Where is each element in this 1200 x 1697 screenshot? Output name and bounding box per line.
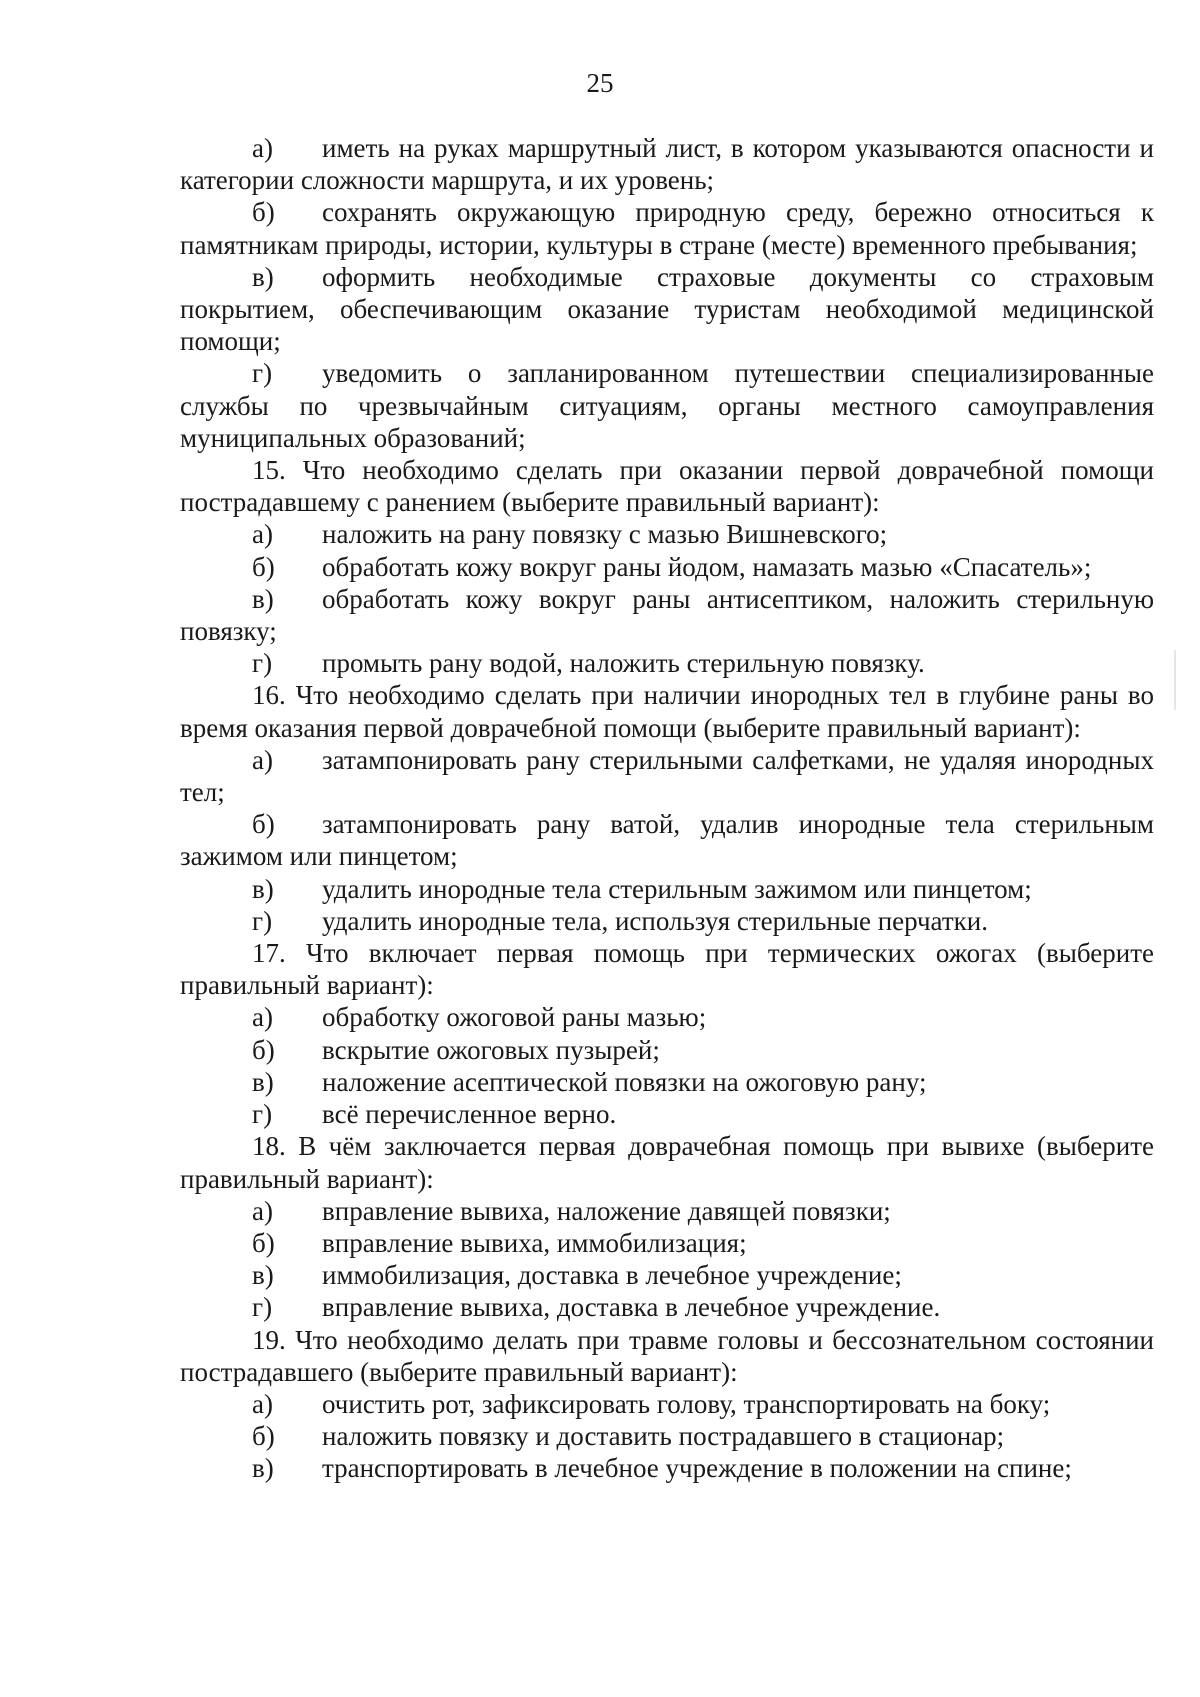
document-body [180, 132, 1154, 1485]
option-marker: в) [252, 261, 274, 292]
question-text: 15. Что необходимо сделать при оказании первой доврачебной помощи пострадавшему с ранением (выберите правильный вариант): [180, 455, 1154, 518]
answer-option [180, 873, 1154, 905]
answer-option [180, 744, 1154, 808]
answer-option [180, 1195, 1154, 1227]
option-text: обработать кожу вокруг раны антисептиком, наложить стерильную повязку; [180, 583, 1154, 647]
option-text: вправление вывиха, наложение давящей повязки; [322, 1195, 891, 1226]
option-marker: б) [252, 197, 275, 228]
answer-option [180, 1420, 1154, 1452]
option-marker: в) [252, 873, 274, 904]
answer-option [180, 357, 1154, 454]
answer-option [180, 261, 1154, 358]
option-text: удалить инородные тела, используя стерильные перчатки. [322, 905, 988, 936]
answer-option [180, 196, 1154, 260]
answer-option [180, 132, 1154, 196]
option-marker: г) [252, 1292, 273, 1323]
answer-option [180, 647, 1154, 679]
option-text: оформить необходимые страховые документы со страховым покрытием, обеспечивающим оказание туристам необходимой медицинской помощи; [180, 261, 1154, 357]
scan-edge-mark [1174, 650, 1176, 710]
option-marker: а) [252, 1388, 273, 1419]
question-15 [180, 454, 1154, 518]
answer-option [180, 1452, 1154, 1484]
question-18 [180, 1130, 1154, 1194]
question-17 [180, 937, 1154, 1001]
option-marker: б) [252, 1034, 275, 1065]
page-number: 25 [586, 68, 614, 98]
question-text: 18. В чём заключается первая доврачебная помощь при вывихе (выберите правильный вариант): [180, 1131, 1154, 1194]
option-text: промыть рану водой, наложить стерильную повязку. [322, 648, 925, 679]
option-text: сохранять окружающую природную среду, бережно относиться к памятникам природы, истории, культуры в стране (месте) временного пребывания; [180, 197, 1154, 260]
option-text: затампонировать рану стерильными салфетками, не удаляя инородных тел; [180, 744, 1154, 808]
option-text: обработать кожу вокруг раны йодом, намазать мазью «Спасатель»; [322, 551, 1092, 582]
option-marker: г) [252, 358, 273, 389]
option-marker: в) [252, 1453, 274, 1484]
question-text: 17. Что включает первая помощь при термических ожогах (выберите правильный вариант): [180, 938, 1154, 1001]
option-text: удалить инородные тела стерильным зажимом или пинцетом; [322, 873, 1032, 904]
answer-option [180, 905, 1154, 937]
option-text: обработку ожоговой раны мазью; [322, 1002, 707, 1033]
answer-option [180, 1066, 1154, 1098]
option-text: вправление вывиха, иммобилизация; [322, 1227, 747, 1258]
option-text: иметь на руках маршрутный лист, в котором указываются опасности и категории сложности маршрута, и их уровень; [180, 133, 1154, 196]
answer-option [180, 551, 1154, 583]
option-marker: в) [252, 583, 274, 614]
option-text: транспортировать в лечебное учреждение в положении на спине; [322, 1453, 1072, 1484]
answer-option [180, 1098, 1154, 1130]
option-text: наложение асептической повязки на ожоговую рану; [322, 1066, 927, 1097]
option-marker: а) [252, 133, 273, 163]
option-text: уведомить о запланированном путешествии специализированные службы по чрезвычайным ситуациям, органы местного самоуправления муниципальных образований; [180, 358, 1154, 453]
answer-option [180, 1001, 1154, 1033]
option-marker: г) [252, 648, 273, 679]
option-text: вправление вывиха, доставка в лечебное учреждение. [322, 1292, 941, 1323]
option-text: наложить повязку и доставить пострадавшего в стационар; [322, 1421, 1005, 1452]
option-marker: в) [252, 1066, 274, 1097]
answer-option [180, 1034, 1154, 1066]
option-marker: г) [252, 905, 273, 936]
option-text: очистить рот, зафиксировать голову, транспортировать на боку; [322, 1388, 1051, 1419]
answer-option [180, 1291, 1154, 1323]
option-marker: б) [252, 551, 275, 582]
answer-option [180, 1259, 1154, 1291]
option-marker: б) [252, 1421, 275, 1452]
option-marker: б) [252, 809, 275, 840]
option-marker: а) [252, 1002, 273, 1033]
question-16 [180, 679, 1154, 743]
option-marker: а) [252, 744, 273, 775]
answer-option [180, 1388, 1154, 1420]
option-marker: б) [252, 1227, 275, 1258]
option-text: затампонировать рану ватой, удалив инородные тела стерильным зажимом или пинцетом; [180, 809, 1154, 872]
question-19 [180, 1324, 1154, 1388]
answer-option [180, 808, 1154, 872]
answer-option [180, 1227, 1154, 1259]
option-text: иммобилизация, доставка в лечебное учреждение; [322, 1260, 902, 1291]
question-text: 19. Что необходимо делать при травме головы и бессознательном состоянии пострадавшего (выберите правильный вариант): [180, 1324, 1154, 1387]
answer-option [180, 583, 1154, 647]
option-marker: в) [252, 1260, 274, 1291]
answer-option [180, 518, 1154, 550]
option-marker: а) [252, 1195, 273, 1226]
option-text: вскрытие ожоговых пузырей; [322, 1034, 660, 1065]
option-marker: г) [252, 1099, 273, 1130]
option-marker: а) [252, 519, 273, 550]
option-text: всё перечисленное верно. [322, 1099, 617, 1130]
option-text: наложить на рану повязку с мазью Вишневского; [322, 519, 888, 550]
question-text: 16. Что необходимо сделать при наличии инородных тел в глубине раны во время оказания первой доврачебной помощи (выберите правильный вариант): [180, 680, 1154, 743]
